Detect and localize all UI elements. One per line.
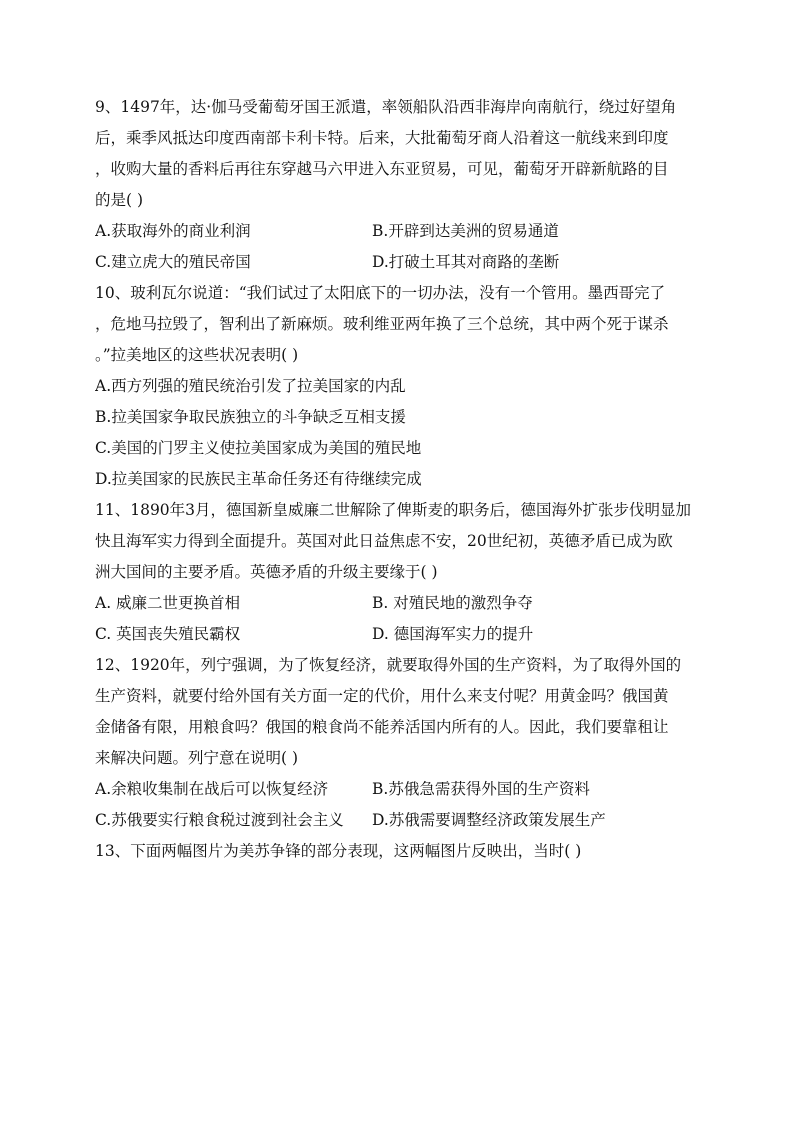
question-10-option-d: D.拉美国家的民族民主革命任务还有待继续完成 — [95, 470, 422, 488]
question-11-option-d: D. 德国海军实力的提升 — [372, 625, 534, 643]
question-10-stem-line-2: ，危地马拉毁了，智利出了新麻烦。玻利维亚两年换了三个总统，其中两个死于谋杀 — [95, 315, 669, 333]
question-10-stem-line-1: 10、玻利瓦尔说道：“我们试过了太阳底下的一切办法，没有一个管用。墨西哥完了 — [95, 284, 666, 302]
question-11-stem-line-3: 洲大国间的主要矛盾。英德矛盾的升级主要缘于( ) — [95, 563, 438, 581]
question-10-option-b: B.拉美国家争取民族独立的斗争缺乏互相支援 — [95, 408, 406, 426]
question-10-stem-line-3: 。”拉美地区的这些状况表明( ) — [95, 346, 299, 364]
question-12-stem-line-3: 金储备有限，用粮食吗？俄国的粮食尚不能养活国内所有的人。因此，我们要靠租让 — [95, 718, 669, 736]
question-12-stem-line-2: 生产资料，就要付给外国有关方面一定的代价，用什么来支付呢？用黄金吗？俄国黄 — [95, 687, 669, 705]
question-10 — [95, 278, 705, 495]
question-9-stem-line-3: ，收购大量的香料后再往东穿越马六甲进入东亚贸易，可见，葡萄牙开辟新航路的目 — [95, 160, 669, 178]
question-11-stem-line-1: 11、1890年3月，德国新皇威廉二世解除了俾斯麦的职务后，德国海外扩张步伐明显加 — [95, 501, 692, 519]
question-9-option-d: D.打破土耳其对商路的垄断 — [372, 253, 560, 271]
question-9 — [95, 92, 705, 278]
question-9-stem-line-1: 9、1497年，达·伽马受葡萄牙国王派遣，率领船队沿西非海岸向南航行，绕过好望角 — [95, 98, 677, 116]
question-9-stem-line-2: 后，乘季风抵达印度西南部卡利卡特。后来，大批葡萄牙商人沿着这一航线来到印度 — [95, 129, 669, 147]
question-12-stem-line-1: 12、1920年，列宁强调，为了恢复经济，就要取得外国的生产资料，为了取得外国的 — [95, 656, 682, 674]
question-12-option-a: A.余粮收集制在战后可以恢复经济 — [95, 780, 329, 798]
question-10-option-c: C.美国的门罗主义使拉美国家成为美国的殖民地 — [95, 439, 422, 457]
question-10-option-a: A.西方列强的殖民统治引发了拉美国家的内乱 — [95, 377, 406, 395]
question-13 — [95, 836, 705, 867]
question-12-option-c: C.苏俄要实行粮食税过渡到社会主义 — [95, 811, 344, 829]
question-12-options-row-2 — [95, 805, 705, 836]
question-9-options-row-1 — [95, 216, 705, 247]
question-9-options-row-2 — [95, 247, 705, 278]
question-9-option-c: C.建立虎大的殖民帝国 — [95, 253, 251, 271]
question-13-stem-line-1: 13、下面两幅图片为美苏争锋的部分表现，这两幅图片反映出，当时( ) — [95, 842, 582, 860]
question-list — [95, 92, 705, 867]
question-11-option-a: A. 威廉二世更换首相 — [95, 594, 241, 612]
question-12-stem-line-4: 来解决问题。列宁意在说明( ) — [95, 749, 299, 767]
question-12 — [95, 650, 705, 836]
question-12-option-b: B.苏俄急需获得外国的生产资料 — [372, 780, 590, 798]
question-12-option-d: D.苏俄需要调整经济政策发展生产 — [372, 811, 606, 829]
question-12-options-row-1 — [95, 774, 705, 805]
question-9-stem-line-4: 的是( ) — [95, 191, 144, 209]
question-11 — [95, 495, 705, 650]
question-11-option-b: B. 对殖民地的激烈争夺 — [372, 594, 533, 612]
question-11-option-c: C. 英国丧失殖民霸权 — [95, 625, 241, 643]
question-11-options-row-1 — [95, 588, 705, 619]
question-9-option-b: B.开辟到达美洲的贸易通道 — [372, 222, 559, 240]
question-9-option-a: A.获取海外的商业利润 — [95, 222, 251, 240]
question-11-options-row-2 — [95, 619, 705, 650]
question-11-stem-line-2: 快且海军实力得到全面提升。英国对此日益焦虑不安，20世纪初，英德矛盾已成为欧 — [95, 532, 673, 550]
